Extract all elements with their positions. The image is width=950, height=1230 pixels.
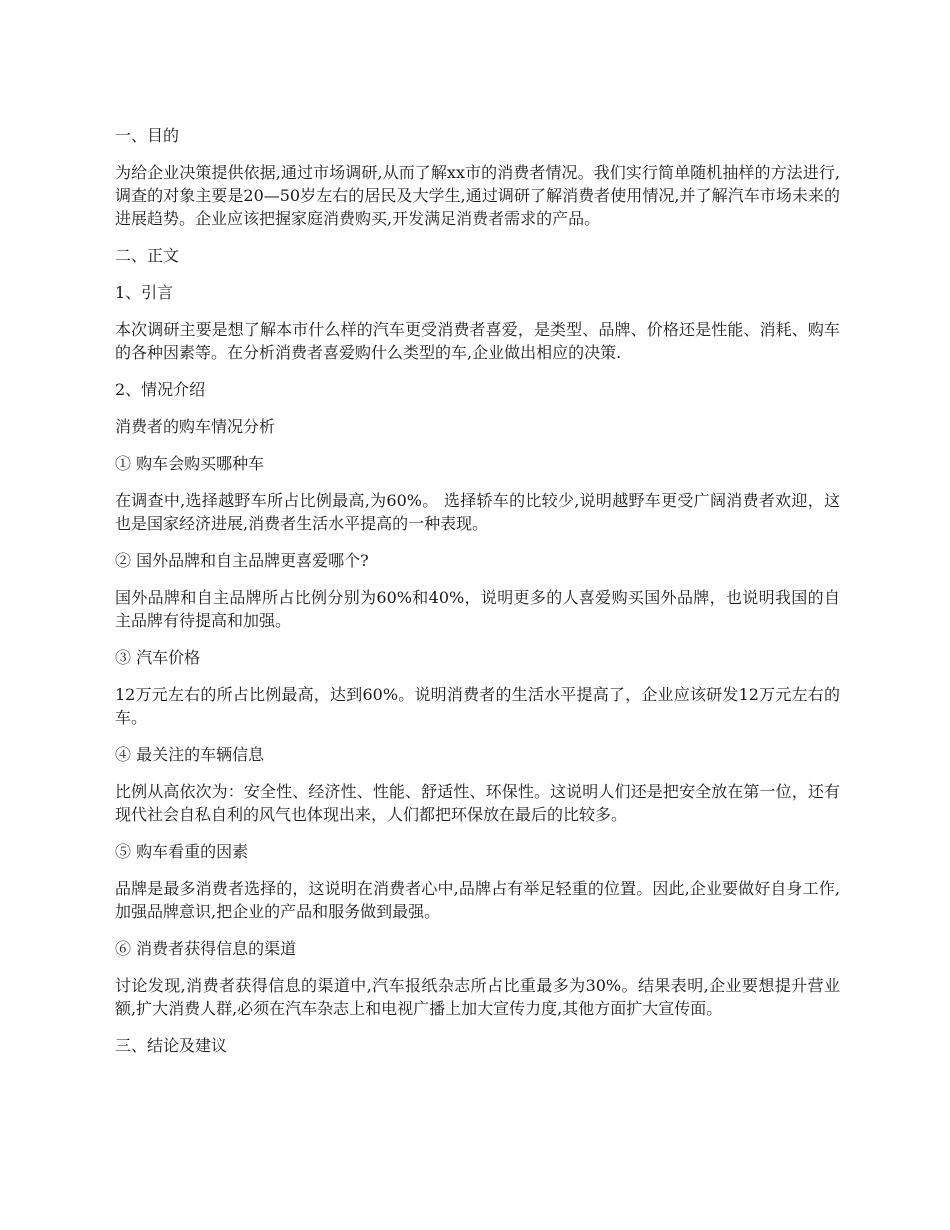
section-heading-main-text: 二、正文: [115, 246, 180, 265]
item-paragraph-1: 在调查中,选择越野车所占比例最高,为60%。 选择轿车的比较少,说明越野车更受广阔消费者欢迎，这也是国家经济进展,消费者生活水平提高的一种表现。: [115, 491, 840, 533]
item-paragraph-4: 比例从高依次为：安全性、经济性、性能、舒适性、环保性。这说明人们还是把安全放在第一位，还有现代社会自私自利的风气也体现出来，人们都把环保放在最后的比较多。: [115, 782, 840, 824]
item-paragraph-6: 讨论发现,消费者获得信息的渠道中,汽车报纸杂志所占比重最多为30%。结果表明,企业要想提升营业额,扩大消费人群,必须在汽车杂志上和电视广播上加大宣传力度,其他方面扩大宣传面。: [115, 976, 840, 1018]
item-heading-5: ⑤ 购车看重的因素: [115, 842, 249, 861]
document-body: [115, 124, 840, 1071]
item-paragraph-2: 国外品牌和自主品牌所占比例分别为60%和40%，说明更多的人喜爱购买国外品牌，也说明我国的自主品牌有待提高和加强。: [115, 588, 840, 630]
subheading-situation: 2、情况介绍: [115, 380, 206, 399]
item-heading-3: ③ 汽车价格: [115, 648, 201, 667]
item-paragraph-3: 12万元左右的所占比例最高，达到60%。说明消费者的生活水平提高了，企业应该研发12万元左右的车。: [115, 685, 840, 727]
section-heading-purpose: 一、目的: [115, 126, 180, 145]
subheading-purchase-analysis: 消费者的购车情况分析: [115, 417, 276, 436]
paragraph-introduction: 本次调研主要是想了解本市什么样的汽车更受消费者喜爱，是类型、品牌、价格还是性能、消耗、购车的各种因素等。在分析消费者喜爱购什么类型的车,企业做出相应的决策.: [115, 320, 840, 362]
item-heading-1: ① 购车会购买哪种车: [115, 454, 265, 473]
section-heading-conclusion: 三、结论及建议: [115, 1036, 228, 1055]
item-paragraph-5: 品牌是最多消费者选择的，这说明在消费者心中,品牌占有举足轻重的位置。因此,企业要做好自身工作,加强品牌意识,把企业的产品和服务做到最强。: [115, 879, 840, 921]
subheading-introduction: 1、引言: [115, 283, 174, 302]
item-heading-4: ④ 最关注的车辆信息: [115, 745, 265, 764]
item-heading-6: ⑥ 消费者获得信息的渠道: [115, 939, 297, 958]
paragraph-purpose: 为给企业决策提供依据,通过市场调研,从而了解xx市的消费者情况。我们实行简单随机抽样的方法进行,调查的对象主要是20—50岁左右的居民及大学生,通过调研了解消费者使用情况,并了解汽车市场未来的进展趋势。企业应该把握家庭消费购买,开发满足消费者需求的产品。: [115, 163, 840, 228]
item-heading-2: ② 国外品牌和自主品牌更喜爱哪个?: [115, 551, 369, 570]
